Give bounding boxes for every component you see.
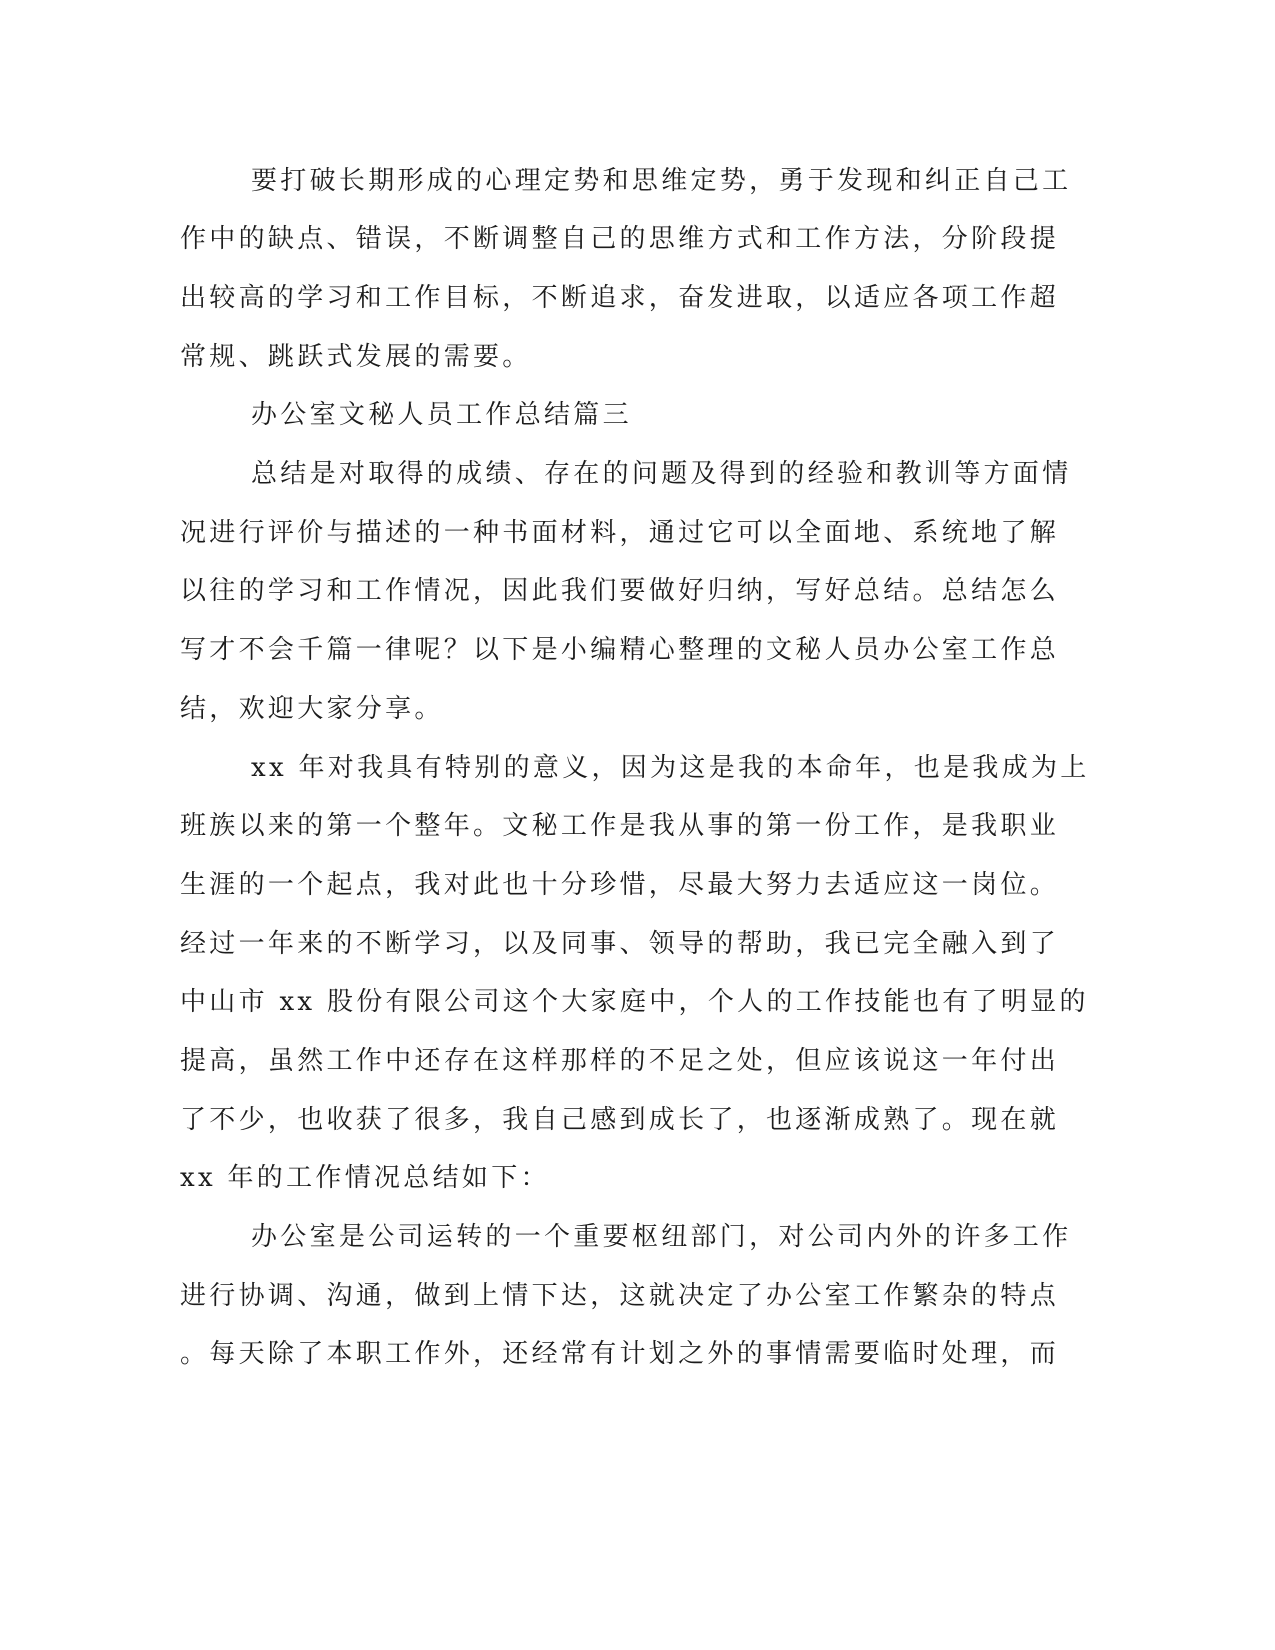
text-line-11: xx 年对我具有特别的意义，因为这是我的本命年，也是我成为上 xyxy=(251,753,1090,783)
text-line-14: 经过一年来的不断学习，以及同事、领导的帮助，我已完全融入到了 xyxy=(180,929,1060,959)
text-line-20: 进行协调、沟通，做到上情下达，这就决定了办公室工作繁杂的特点 xyxy=(180,1281,1060,1311)
text-line-2: 作中的缺点、错误，不断调整自己的思维方式和工作方法，分阶段提 xyxy=(180,224,1060,254)
text-line-6: 总结是对取得的成绩、存在的问题及得到的经验和教训等方面情 xyxy=(251,459,1072,489)
text-line-4: 常规、跳跃式发展的需要。 xyxy=(180,342,532,372)
text-line-8: 以往的学习和工作情况，因此我们要做好归纳，写好总结。总结怎么 xyxy=(180,576,1060,606)
text-line-13: 生涯的一个起点，我对此也十分珍惜，尽最大努力去适应这一岗位。 xyxy=(180,870,1060,900)
text-line-16: 提高，虽然工作中还存在这样那样的不足之处，但应该说这一年付出 xyxy=(180,1046,1060,1076)
text-line-10: 结，欢迎大家分享。 xyxy=(180,694,444,724)
text-line-9: 写才不会千篇一律呢？以下是小编精心整理的文秘人员办公室工作总 xyxy=(180,635,1060,665)
text-line-21: 。每天除了本职工作外，还经常有计划之外的事情需要临时处理，而 xyxy=(180,1339,1060,1369)
text-line-3: 出较高的学习和工作目标，不断追求，奋发进取，以适应各项工作超 xyxy=(180,283,1060,313)
text-line-18: xx 年的工作情况总结如下： xyxy=(180,1163,550,1193)
text-line-12: 班族以来的第一个整年。文秘工作是我从事的第一份工作，是我职业 xyxy=(180,811,1060,841)
text-line-7: 况进行评价与描述的一种书面材料，通过它可以全面地、系统地了解 xyxy=(180,518,1060,548)
section-heading: 办公室文秘人员工作总结篇三 xyxy=(251,400,632,430)
text-line-19: 办公室是公司运转的一个重要枢纽部门，对公司内外的许多工作 xyxy=(251,1222,1072,1252)
text-line-15: 中山市 xx 股份有限公司这个大家庭中，个人的工作技能也有了明显的 xyxy=(180,987,1089,1017)
text-line-1: 要打破长期形成的心理定势和思维定势，勇于发现和纠正自己工 xyxy=(251,166,1072,196)
text-line-17: 了不少，也收获了很多，我自己感到成长了，也逐渐成熟了。现在就 xyxy=(180,1105,1060,1135)
